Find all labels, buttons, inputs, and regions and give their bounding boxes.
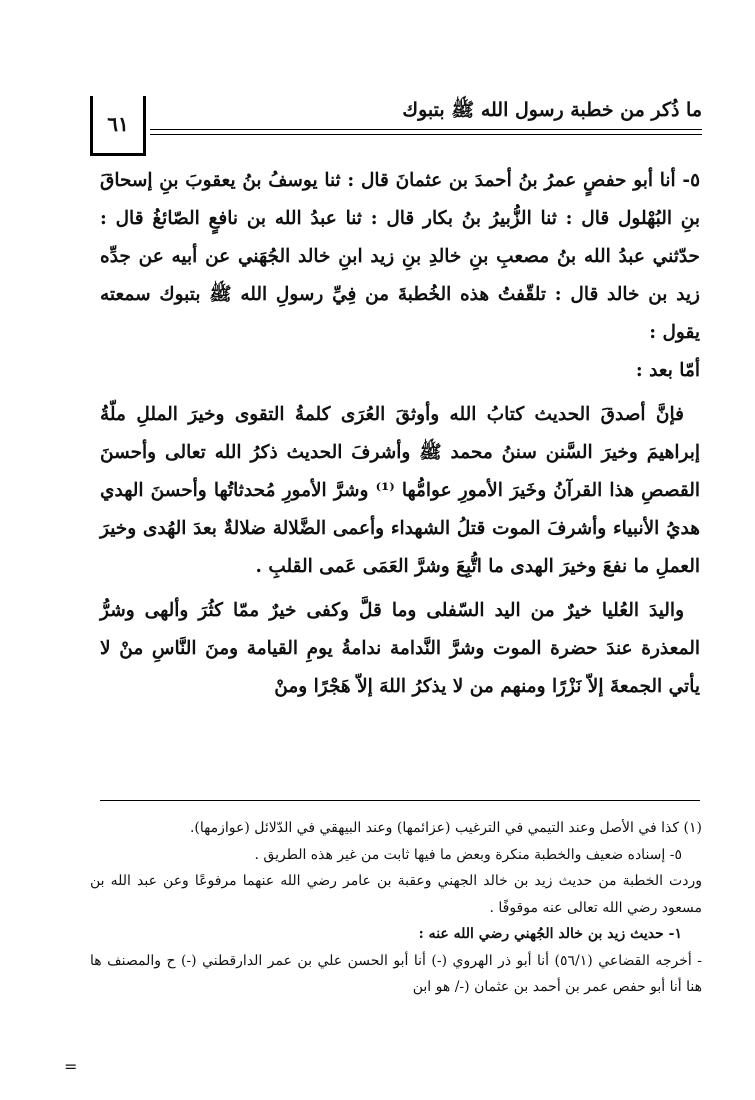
- footnote-divider: [100, 800, 700, 801]
- continuation-mark: =: [64, 1057, 78, 1076]
- footnotes: [90, 815, 702, 1001]
- footnote-grading: ٥- إسناده ضعيف والخطبة منكرة وبعض ما فيها ثابت من غير هذه الطريق .: [254, 846, 682, 863]
- paragraph-isnad: ٥- أنا أبو حفصٍ عمرُ بنُ أحمدَ بن عثمانَ قال : ثنا يوسفُ بنُ يعقوبَ بنِ إسحاقَ بنِ البُهْلول قال : ثنا الزُّبيرُ بنُ بكار قال : ثنا عبدُ الله بن نافعٍ الصّائغُ قال : حدّثني عبدُ الله بنُ مصعبِ بنِ خالدِ بنِ زيد ابنِ خالد الجُهَني عن أبيه عن جدِّه زيد بن خالد قال : تلقّفتُ هذه الخُطبةَ من فِيِّ رسولِ الله ﷺ بتبوك سمعته يقول :: [100, 170, 700, 343]
- footnote-sources: وردت الخطبة من حديث زيد بن خالد الجهني وعقبة بن عامر رضي الله عنهما مرفوعًا وعن عبد الله بن مسعود رضي الله تعالى عنه موقوفًا .: [90, 873, 702, 916]
- running-title: ما ذُكر من خطبة رسول الله ﷺ بتبوك: [402, 99, 702, 121]
- footnote-takhrij: - أخرجه القضاعي (٥٦/١) أنا أبو ذر الهروي (-) أنا أبو الحسن علي بن عمر الدارقطني (-) ح والمصنف ها هنا أنا أبو حفص عمر بن أحمد بن عثمان (-/ هو ابن: [90, 952, 702, 995]
- paragraph-khutba-1: فإنَّ أصدقَ الحديث كتابُ الله وأوثقَ العُرَى كلمةُ التقوى وخيرَ المللِ ملّةُ إبراهيمَ وخيرَ السَّنن سننُ محمد ﷺ وأشرفَ الحديث ذكرُ الله تعالى وأحسنَ القصصِ هذا القرآنُ وخَيرَ الأمورِ عوامُّها ⁽¹⁾ وشرَّ الأمورِ مُحدثاتُها وأحسنَ الهدي هديُ الأنبياء وأشرفَ الموت قتلُ الشهداء وأعمى الضَّلالة ضلالةٌ بعدَ الهُدى وخيرَ العملِ ما نفعَ وخيرَ الهدى ما اتُّبِعَ وشرَّ العَمَى عَمى القلبِ .: [100, 404, 700, 577]
- header-rule-bottom: [150, 134, 702, 135]
- footnote-1: (١) كذا في الأصل وعند التيمي في الترغيب (عزائمها) وعند البيهقي في الدّلائل (عوازمها).: [189, 820, 702, 836]
- footnote-heading: ١- حديث زيد بن خالد الجُهني رضي الله عنه :: [418, 926, 682, 942]
- paragraph-amma-bad: أمّا بعد :: [635, 360, 700, 381]
- header-rule-top: [150, 129, 702, 130]
- running-header: [90, 96, 702, 136]
- paragraph-khutba-2: واليدَ العُليا خيرٌ من اليد السّفلى وما قلَّ وكفى خيرٌ ممّا كثُرَ وألهى وشرُّ المعذرة عندَ حضرة الموت وشرَّ النَّدامة ندامةُ يومِ القيامة ومنَ النَّاسِ منْ لا يأتي الجمعةَ إلاّ نَزْرًا ومنهم من لا يذكرُ اللهَ إلاّ هَجْرًا ومنْ: [100, 600, 700, 697]
- main-text: [100, 162, 700, 706]
- page-number: ٦١: [90, 96, 146, 156]
